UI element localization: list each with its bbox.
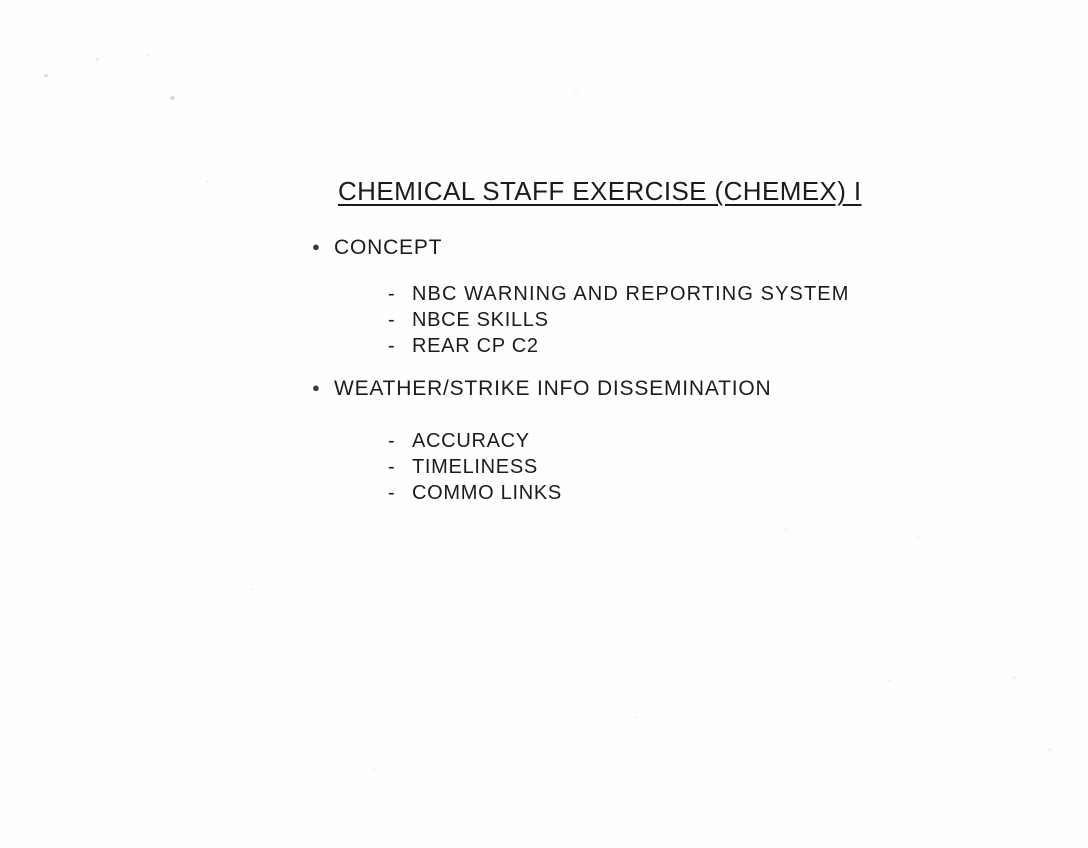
- dash-icon: -: [388, 430, 395, 452]
- list-item: [388, 456, 562, 482]
- sub-list-weather-strike-info: [388, 430, 562, 508]
- dash-icon: -: [388, 482, 395, 504]
- section-heading-label: WEATHER/STRIKE INFO DISSEMINATION: [334, 377, 772, 400]
- list-item-label: TIMELINESS: [412, 456, 538, 478]
- bullet-dot-icon: ●: [312, 380, 320, 395]
- list-item: [388, 309, 849, 335]
- list-item: [388, 430, 562, 456]
- section-heading-concept: [312, 236, 442, 260]
- section-heading-weather-strike-info: [312, 377, 771, 401]
- dash-icon: -: [388, 309, 395, 331]
- list-item: [388, 482, 562, 508]
- list-item: [388, 335, 849, 361]
- list-item-label: REAR CP C2: [412, 335, 539, 357]
- list-item-label: ACCURACY: [412, 430, 530, 452]
- list-item-label: NBC WARNING AND REPORTING SYSTEM: [412, 283, 850, 305]
- bullet-dot-icon: ●: [312, 239, 320, 254]
- dash-icon: -: [388, 456, 395, 478]
- slide-title: CHEMICAL STAFF EXERCISE (CHEMEX) I: [338, 176, 862, 206]
- dash-icon: -: [388, 335, 395, 357]
- dash-icon: -: [388, 283, 395, 305]
- list-item-label: COMMO LINKS: [412, 482, 562, 504]
- section-heading-label: CONCEPT: [334, 236, 443, 259]
- list-item-label: NBCE SKILLS: [412, 309, 549, 331]
- list-item: [388, 283, 849, 309]
- sub-list-concept: [388, 283, 849, 361]
